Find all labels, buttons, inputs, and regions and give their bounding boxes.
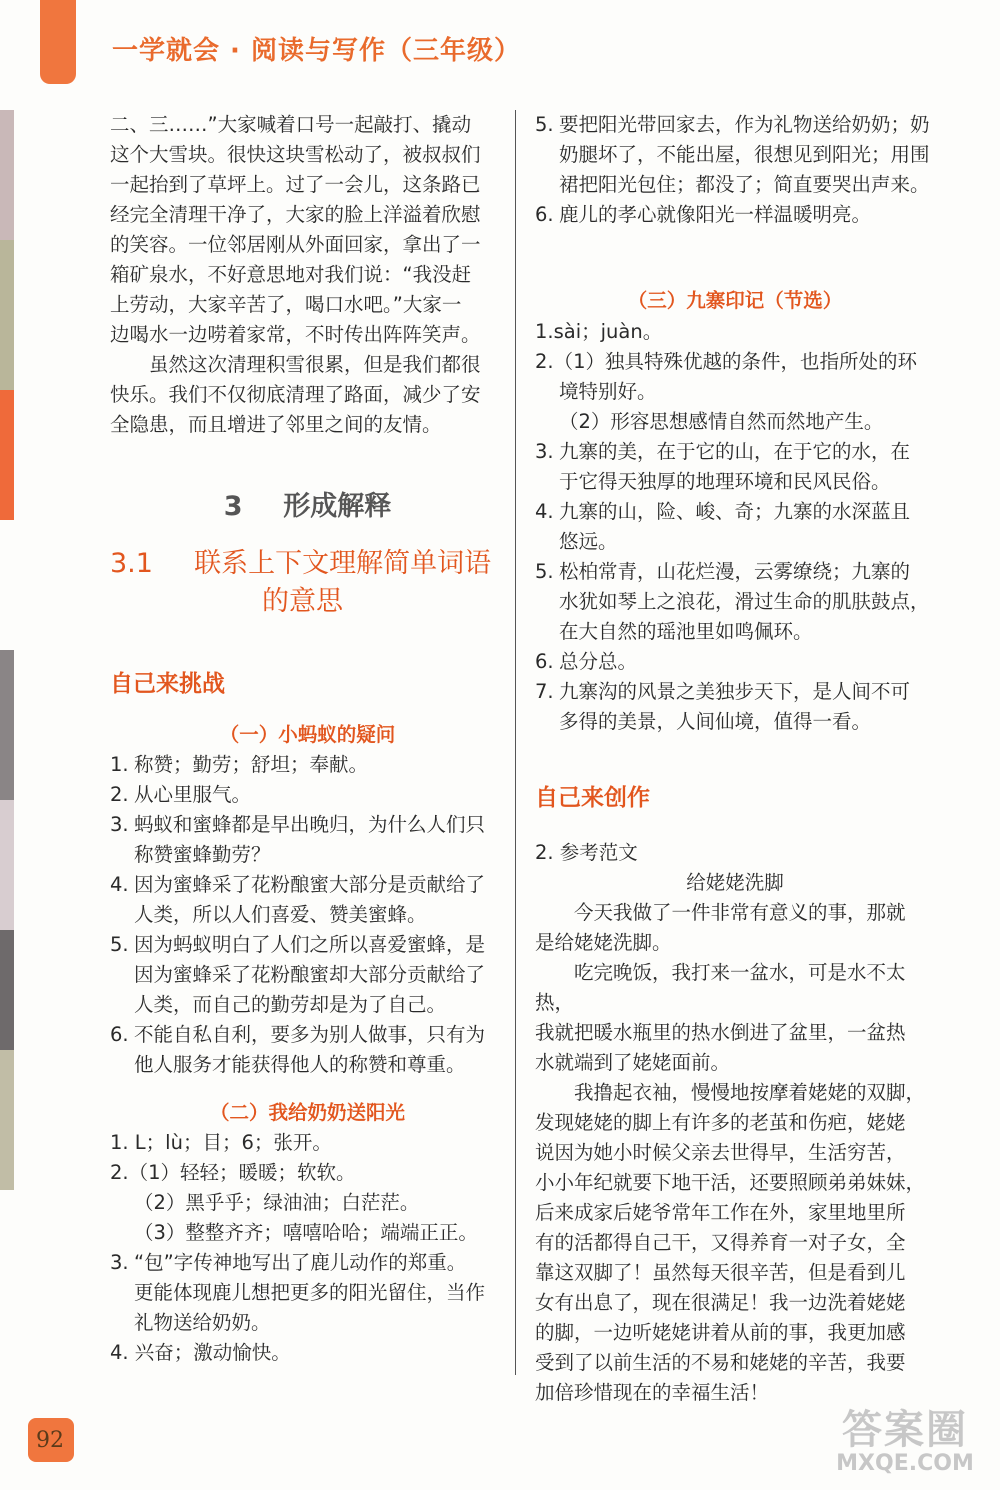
answer-line-cont: 他人服务才能获得他人的称赞和尊重。	[134, 1053, 466, 1076]
answer-line	[535, 110, 935, 140]
essay-line: 今天我做了一件非常有意义的事，那就	[574, 901, 906, 924]
essay-line: 受到了以前生活的不易和姥姥的辛苦，我要	[535, 1351, 906, 1374]
item-text: 因为蜜蜂采了花粉酿蜜大部分是贡献给了	[134, 873, 486, 896]
text-line: 这个大雪块。很快这块雪松动了，被叔叔们	[110, 143, 481, 166]
item-number: 4.	[110, 873, 129, 896]
answer-subitem: （2）形容思想感情自然而然地产生。	[559, 410, 884, 433]
answer-line-cont: 更能体现鹿儿想把更多的阳光留住，当作	[134, 1281, 486, 1304]
answer-line	[535, 200, 935, 230]
lesson-heading	[110, 545, 505, 621]
answer-line-cont: 因为蜜蜂采了花粉酿蜜却大部分贡献给了	[134, 963, 486, 986]
item-text: 鹿儿的孝心就像阳光一样温暖明亮。	[559, 203, 872, 226]
answer-item	[535, 437, 935, 497]
watermark-url: MXQE.COM	[836, 1451, 974, 1476]
item-text: 总分总。	[559, 650, 638, 673]
answer-line	[535, 557, 935, 587]
essay-label: 2. 参考范文	[535, 841, 638, 864]
part2-answers-cont	[535, 110, 935, 230]
left-column	[110, 110, 505, 1368]
watermark-logo: 答案圈	[842, 1407, 968, 1453]
item-text: 松柏常青，山花烂漫，云雾缭绕；九寨的	[559, 560, 911, 583]
answer-line-cont: 裙把阳光包住；都没了；简直要哭出声来。	[559, 173, 930, 196]
item-number: 4.	[535, 500, 554, 523]
item-number: 5.	[535, 113, 554, 136]
challenge-heading: 自己来挑战	[110, 671, 225, 697]
part1-answers	[110, 750, 505, 1080]
item-number: 5.	[110, 933, 129, 956]
page-number: 92	[36, 1428, 64, 1453]
edge-strip-dark	[0, 650, 14, 800]
text-line: 边喝水一边唠着家常，不时传出阵阵笑声。	[110, 323, 481, 346]
essay-line: 我撸起衣袖，慢慢地按摩着姥姥的双脚，	[574, 1081, 926, 1104]
lesson-number: 3.1	[110, 548, 153, 579]
item-number: 6.	[110, 1023, 129, 1046]
answer-line-cont: 人类，所以人们喜爱、赞美蜜蜂。	[134, 903, 427, 926]
answer-item	[535, 557, 935, 647]
answer-line	[535, 497, 935, 527]
answer-item: 2.（1）独具特殊优越的条件，也指所处的环	[535, 350, 918, 373]
text-line: 上劳动，大家辛苦了，喝口水吧。”大家一	[110, 293, 462, 316]
item-number: 6.	[535, 203, 554, 226]
answer-line	[535, 437, 935, 467]
answer-item	[110, 1248, 505, 1338]
answer-line	[110, 1020, 505, 1050]
answer-line-cont: 在大自然的瑶池里如鸣佩环。	[559, 620, 813, 643]
lesson-title-cont: 的意思	[262, 586, 343, 617]
essay-body	[535, 898, 935, 1408]
item-number: 6.	[535, 650, 554, 673]
answer-line-cont: 悠远。	[559, 530, 618, 553]
essay-line: 说因为她小时候父亲去世得早，生活穷苦，	[535, 1141, 906, 1164]
answer-item: 2.（1）轻轻；暖暖；软软。	[110, 1161, 356, 1184]
answer-line-cont: 礼物送给奶奶。	[134, 1311, 271, 1334]
chapter-heading	[110, 484, 505, 523]
item-text: 九寨的山，险、峻、奇；九寨的水深蓝且	[559, 500, 911, 523]
item-number: 3.	[110, 1251, 129, 1274]
essay-line: 后来成家后姥爷常年工作在外，家里地里所	[535, 1201, 906, 1224]
edge-strip-light	[0, 800, 14, 930]
answer-item	[535, 677, 935, 737]
text-line: 一起抬到了草坪上。过了一会儿，这条路已	[110, 173, 481, 196]
answer-item	[110, 1020, 505, 1080]
answer-line	[110, 750, 505, 780]
answer-item	[535, 200, 935, 230]
text-line: 虽然这次清理积雪很累，但是我们都很	[149, 353, 481, 376]
item-number: 1.	[110, 753, 129, 776]
essay-line: 是给姥姥洗脚。	[535, 931, 672, 954]
answer-line-cont: 人类，而自己的勤劳却是为了自己。	[134, 993, 447, 1016]
answer-item	[110, 810, 505, 870]
answer-item: 4. 兴奋；激动愉快。	[110, 1341, 291, 1364]
answer-subitem: （2）黑乎乎；绿油油；白茫茫。	[134, 1191, 420, 1214]
item-text: 九寨的美，在于它的山，在于它的水，在	[559, 440, 911, 463]
create-heading: 自己来创作	[535, 785, 650, 811]
answer-line	[535, 677, 935, 707]
item-text: 不能自私自利，要多为别人做事，只有为	[134, 1023, 486, 1046]
essay-title: 给姥姥洗脚	[686, 871, 784, 894]
item-number: 7.	[535, 680, 554, 703]
answer-line	[110, 810, 505, 840]
answer-item	[535, 110, 935, 200]
text-line: 二、三……”大家喊着口号一起敲打、撬动	[110, 113, 472, 136]
edge-strip-sand	[0, 1050, 14, 1190]
edge-strip-olive	[0, 240, 14, 390]
text-line: 全隐患，而且增进了邻里之间的友情。	[110, 413, 442, 436]
item-text: 从心里服气。	[134, 783, 252, 806]
answer-line-cont: 多得的美景，人间仙境，值得一看。	[559, 710, 872, 733]
column-divider	[515, 110, 516, 1375]
essay-line: 水就端到了姥姥面前。	[535, 1051, 731, 1074]
item-text: 称赞；勤劳；舒坦；奉献。	[134, 753, 369, 776]
header-tab	[40, 0, 76, 84]
answer-item	[110, 750, 505, 780]
answer-item	[110, 870, 505, 930]
text-line: 箱矿泉水，不好意思地对我们说：“我没赶	[110, 263, 472, 286]
item-number: 5.	[535, 560, 554, 583]
book-title: 一学就会 · 阅读与写作（三年级）	[112, 36, 521, 66]
part1-title: （一）小蚂蚁的疑问	[219, 723, 396, 746]
answer-line-cont: 水犹如琴上之浪花，滑过生命的肌肤鼓点，	[559, 590, 930, 613]
essay-line: 女有出息了，现在很满足！我一边洗着姥姥	[535, 1291, 906, 1314]
edge-strip-grey	[0, 110, 14, 240]
page-number-badge	[28, 1418, 74, 1462]
answer-line-cont: 于它得天独厚的地理环境和民风民俗。	[559, 470, 891, 493]
watermark	[820, 1398, 990, 1476]
part3-title: （三）九寨印记（节选）	[627, 289, 843, 312]
answer-line	[535, 647, 935, 677]
chapter-number: 3	[223, 491, 243, 522]
answer-subitem: （3）整整齐齐；嘻嘻哈哈；端端正正。	[134, 1221, 478, 1244]
answer-line	[110, 870, 505, 900]
story-ending	[110, 110, 505, 440]
essay-line: 的脚，一边听姥姥讲着从前的事，我更加感	[535, 1321, 906, 1344]
edge-strip-charcoal	[0, 930, 14, 1050]
answer-item	[110, 780, 505, 810]
lesson-title: 联系上下文理解简单词语	[194, 548, 492, 579]
edge-strip-orange	[0, 390, 14, 520]
answer-item	[535, 497, 935, 557]
item-text: “包”字传神地写出了鹿儿动作的郑重。	[134, 1251, 467, 1274]
item-number: 2.	[110, 783, 129, 806]
answer-item	[535, 647, 935, 677]
essay-line: 小小年纪就要下地干活，还要照顾弟弟妹妹，	[535, 1171, 926, 1194]
answer-line	[110, 780, 505, 810]
part2-title: （二）我给奶奶送阳光	[209, 1101, 405, 1124]
answer-item	[110, 930, 505, 1020]
item-text: 九寨沟的风景之美独步天下，是人间不可	[559, 680, 911, 703]
essay-line: 吃完晚饭，我打来一盆水，可是水不太热，	[535, 961, 906, 1014]
essay-line: 靠这双脚了！虽然每天很辛苦，但是看到儿	[535, 1261, 906, 1284]
text-line: 的笑容。一位邻居刚从外面回家，拿出了一	[110, 233, 481, 256]
item-text: 要把阳光带回家去，作为礼物送给奶奶；奶	[559, 113, 930, 136]
essay-line: 我就把暖水瓶里的热水倒进了盆里，一盆热	[535, 1021, 906, 1044]
part3-answers	[535, 437, 935, 737]
text-line: 快乐。我们不仅彻底清理了路面，减少了安	[110, 383, 481, 406]
essay-line: 有的活都得自己干，又得养育一对子女，全	[535, 1231, 906, 1254]
answer-line	[110, 930, 505, 960]
answer-item: 1.sài；juàn。	[535, 320, 663, 343]
item-text: 因为蚂蚁明白了人们之所以喜爱蜜蜂，是	[134, 933, 486, 956]
answer-line-cont: 称赞蜜蜂勤劳？	[134, 843, 271, 866]
essay-line: 加倍珍惜现在的幸福生活！	[535, 1381, 770, 1404]
text-line: 经完全清理干净了，大家的脸上洋溢着欣慰	[110, 203, 481, 226]
item-number: 3.	[535, 440, 554, 463]
answer-subitem: 境特别好。	[559, 380, 657, 403]
item-text: 蚂蚁和蜜蜂都是早出晚归，为什么人们只	[134, 813, 486, 836]
item-number: 3.	[110, 813, 129, 836]
answer-line-cont: 奶腿坏了，不能出屋，很想见到阳光；用围	[559, 143, 930, 166]
essay-line: 发现姥姥的脚上有许多的老茧和伤疤，姥姥	[535, 1111, 906, 1134]
right-column	[535, 110, 935, 1408]
chapter-title: 形成解释	[283, 491, 392, 522]
answer-item: 1. L；lù；目；6；张开。	[110, 1131, 332, 1154]
answer-line	[110, 1248, 505, 1278]
